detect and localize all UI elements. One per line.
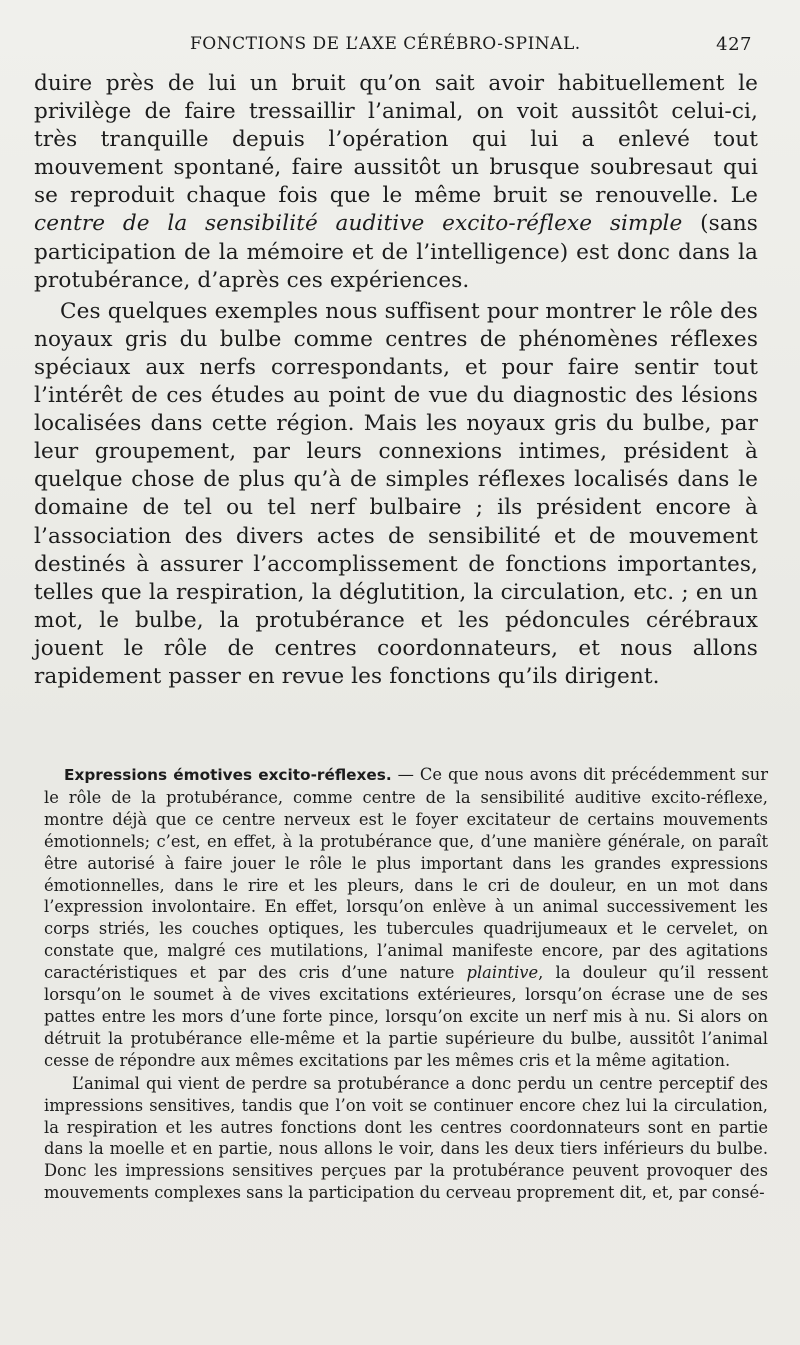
paragraph-text: , la douleur qu’il ressent lorsqu’on le soumet à de vives excitations extérieures, lorsqu’on écrase une de ses pattes entre les mors d’une forte pince, lorsqu’on excite un nerf mis à nu. Si alors on détruit la protubérance elle-même et la partie supérieure du bulbe, aussitôt l’animal cesse de répondre aux mêmes excitations par les mêmes cris et la même agitation. <box>44 963 768 1070</box>
section-paragraph <box>44 764 768 1072</box>
page-header <box>190 28 752 60</box>
italic-term: centre de la sensibilité auditive excito-réflexe simple <box>34 211 683 237</box>
paragraph-text: (sans participation de la mémoire et de l’intelligence) est donc dans la protubérance, d’après ces expériences. <box>34 211 758 293</box>
main-body-text <box>34 70 758 691</box>
paragraph-text: — Ce que nous avons dit précédemment sur le rôle de la protubérance, comme centre de la sensibilité auditive excito-réflexe, montre déjà que ce centre nerveux est le foyer excitateur de certains mouvements émotionnels; c’est, en effet, à la protubérance que, d’une manière générale, on paraît être autorisé à faire jouer le rôle le plus important dans les grandes expressions émotionnelles, dans le rire et les pleurs, dans le cri de douleur, en un mot dans l’expression involontaire. En effet, lorsqu’on enlève à un animal successivement les corps striés, les couches optiques, les tubercules quadrijumeaux et le cervelet, on constate que, malgré ces mutilations, l’animal manifeste encore, par des agitations caractéristiques et par des cris d’une nature <box>44 765 768 983</box>
paragraph-text: duire près de lui un bruit qu’on sait avoir habituellement le privilège de faire tressaillir l’animal, on voit aussitôt celui-ci, très tranquille depuis l’opération qui lui a enlevé tout mouvement spontané, faire aussitôt un brusque soubresaut qui se reproduit chaque fois que le même bruit se renouvelle. Le <box>34 71 758 209</box>
paragraph-continuation <box>34 70 758 295</box>
section-small-text <box>44 764 768 1204</box>
page-number: 427 <box>716 34 752 55</box>
section-paragraph: L’animal qui vient de perdre sa protubérance a donc perdu un centre perceptif des impressions sensitives, tandis que l’on voit se continuer encore chez lui la circulation, la respiration et les autres fonctions dont les centres coordonnateurs sont en partie dans la moelle et en partie, nous allons le voir, dans les deux tiers inférieurs du bulbe. Donc les impressions sensitives perçues par la protubérance peuvent provoquer des mouvements complexes sans la participation du cerveau proprement dit, et, par consé- <box>44 1073 768 1203</box>
paragraph: Ces quelques exemples nous suffisent pour montrer le rôle des noyaux gris du bulbe comme centres de phénomènes réflexes spéciaux aux nerfs correspondants, et pour faire sentir tout l’intérêt de ces études au point de vue du diagnostic des lésions localisées dans cette région. Mais les noyaux gris du bulbe, par leur groupement, par leurs connexions intimes, président à quelque chose de plus qu’à de simples réflexes localisés dans le domaine de tel ou tel nerf bulbaire ; ils président encore à l’association des divers actes de sensibilité et de mouvement destinés à assurer l’accomplissement de fonctions importantes, telles que la respiration, la déglutition, la circulation, etc. ; en un mot, le bulbe, la protubérance et les pédoncules cérébraux jouent le rôle de centres coordonnateurs, et nous allons rapidement passer en revue les fonctions qu’ils dirigent. <box>34 298 758 689</box>
running-title: FONCTIONS DE L’AXE CÉRÉBRO-SPINAL. <box>190 34 581 54</box>
section-heading: Expressions émotives excito-réflexes. <box>64 766 392 784</box>
italic-term: plaintive <box>466 963 539 983</box>
